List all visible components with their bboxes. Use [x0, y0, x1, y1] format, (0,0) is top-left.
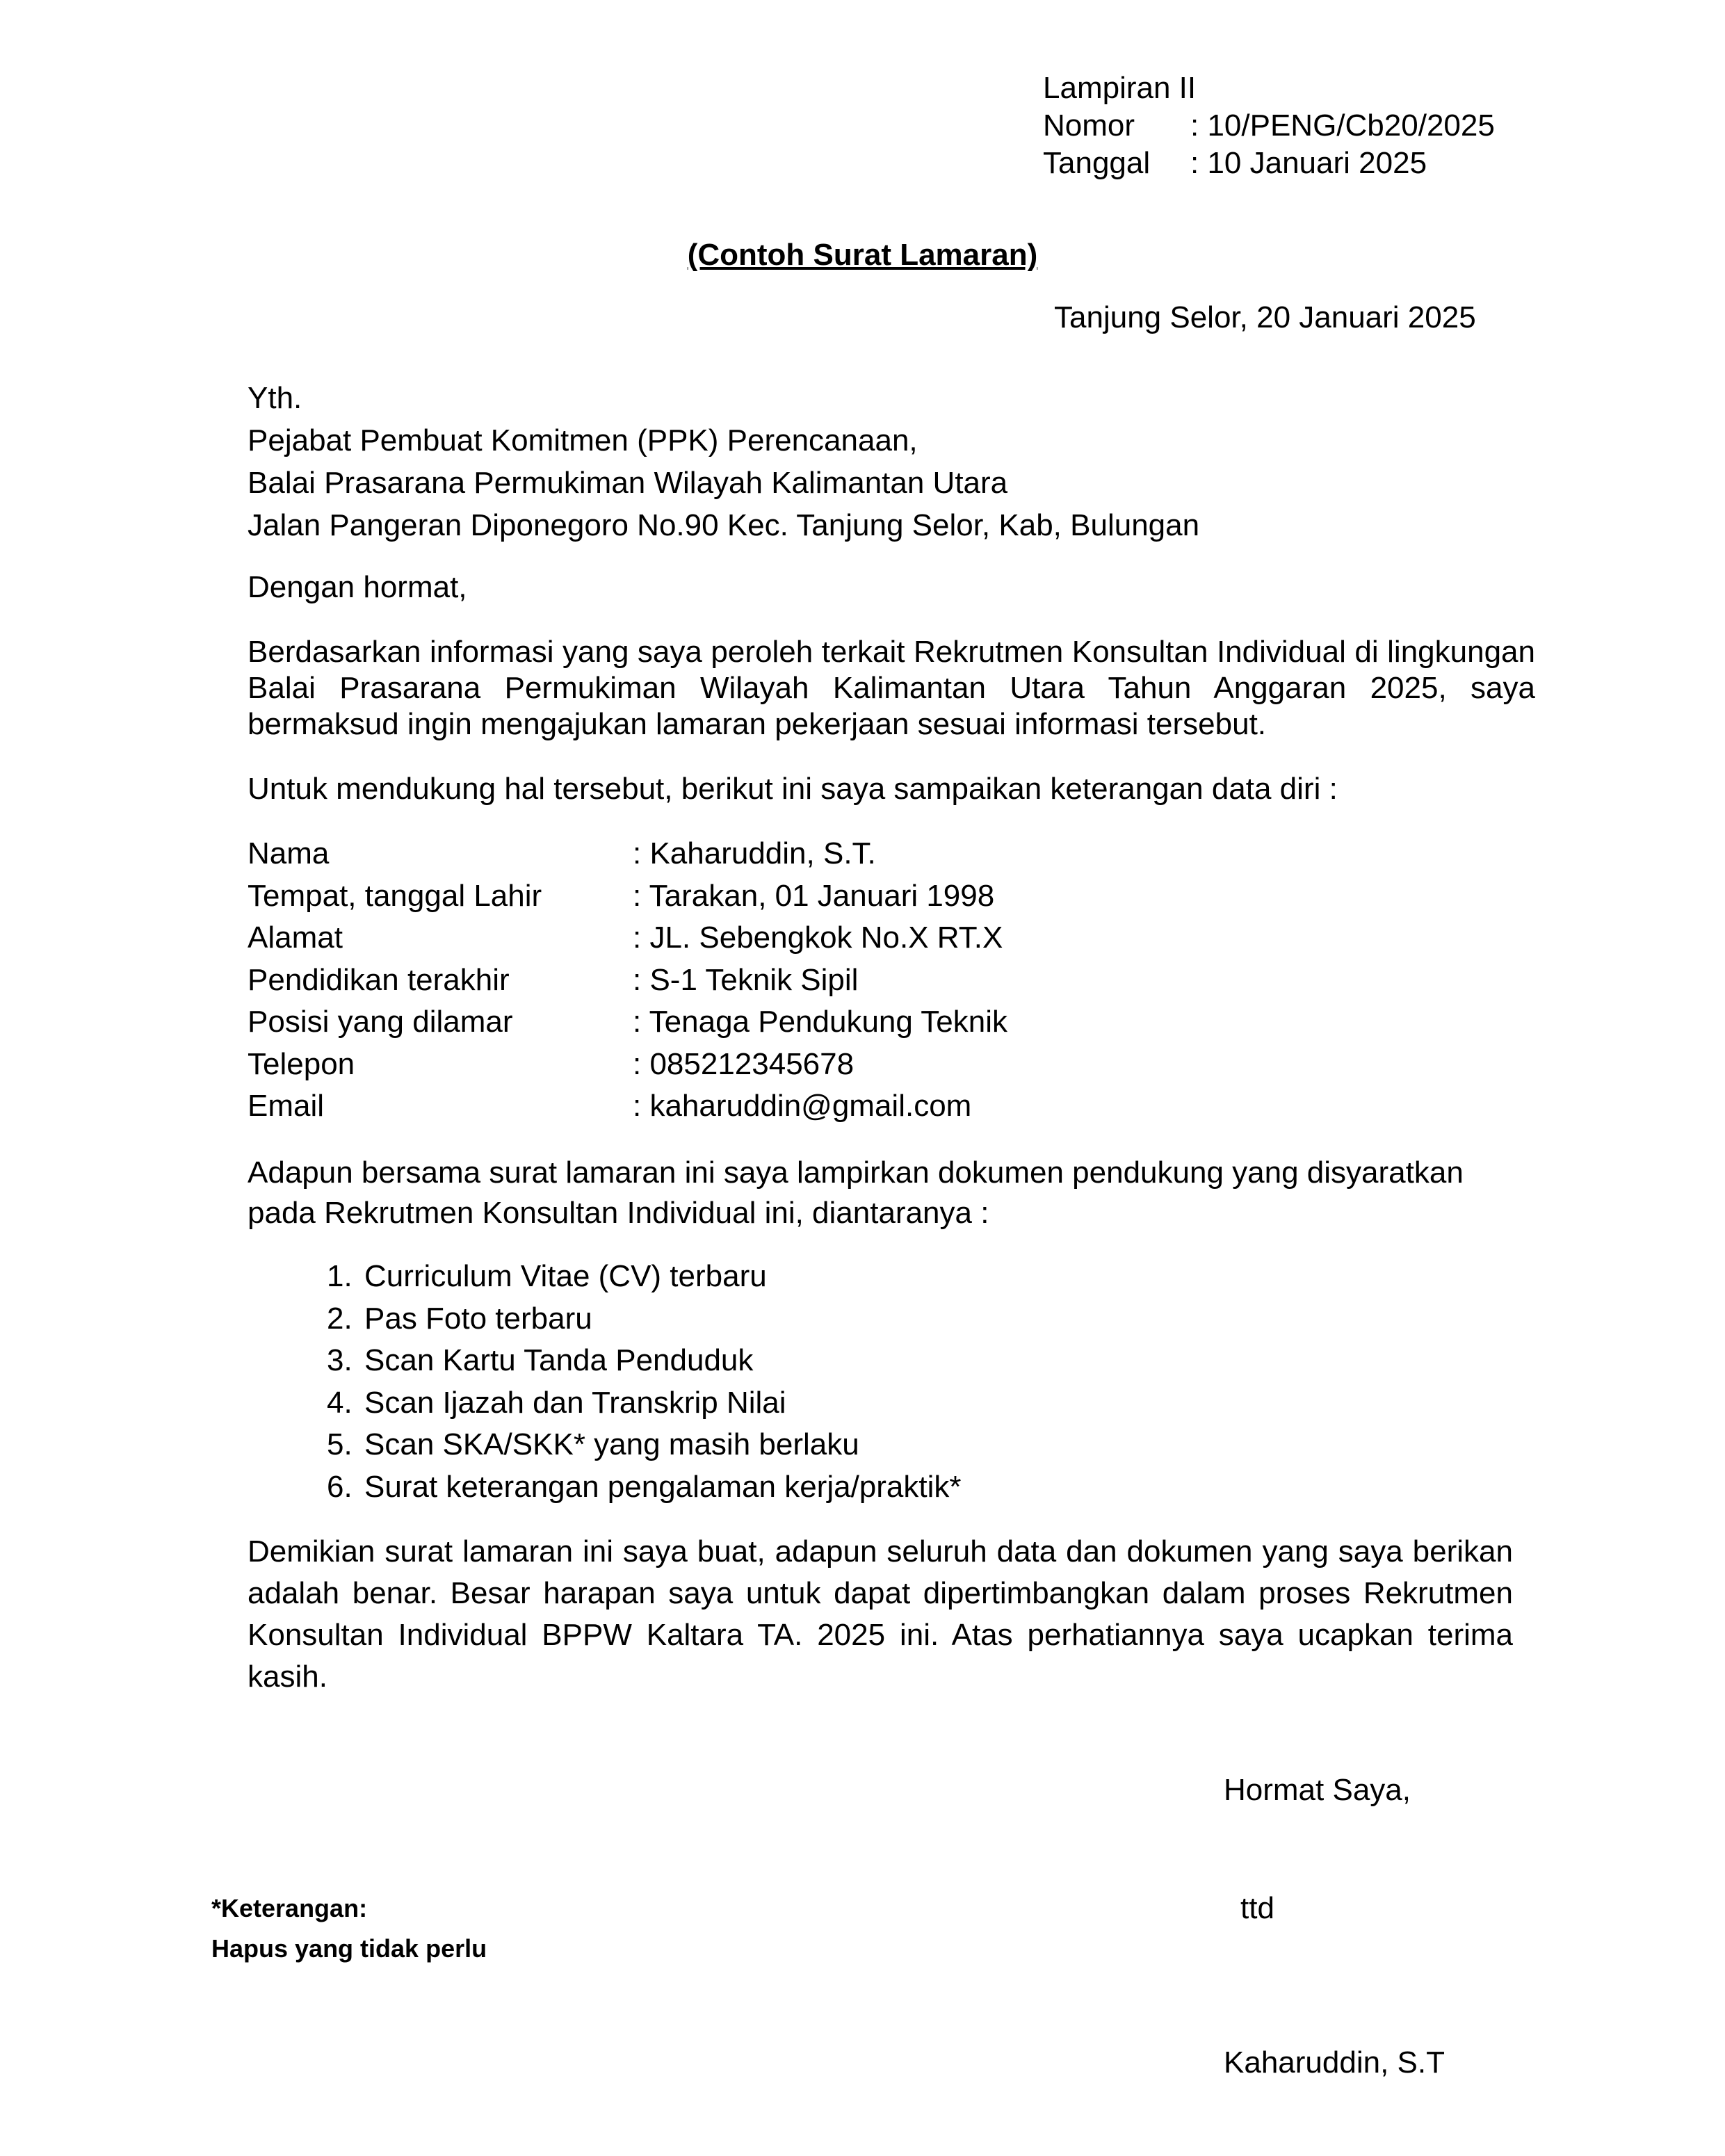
list-item	[327, 1340, 962, 1382]
nomor-value: : 10/PENG/Cb20/2025	[1190, 108, 1495, 143]
tanggal-row	[1043, 145, 1495, 182]
tanggal-value: : 10 Januari 2025	[1190, 146, 1427, 180]
data-value: : Tarakan, 01 Januari 1998	[633, 878, 995, 913]
list-item	[327, 1256, 962, 1298]
data-value: : 085212345678	[633, 1046, 855, 1081]
recipient-line-3: Jalan Pangeran Diponegoro No.90 Kec. Tanjung Selor, Kab, Bulungan	[248, 508, 1200, 542]
nomor-label: Nomor	[1043, 108, 1135, 143]
footnote	[211, 1888, 487, 1969]
list-item-number: 3.	[327, 1343, 353, 1377]
attachments-intro-paragraph: Adapun bersama surat lamaran ini saya lampirkan dokumen pendukung yang disyaratkan pada Rekrutmen Konsultan Individual ini, diantaranya :	[248, 1156, 1464, 1230]
data-row-name	[248, 833, 1007, 875]
signer-name: Kaharuddin, S.T	[1224, 2045, 1445, 2080]
data-value: : S-1 Teknik Sipil	[633, 962, 859, 997]
list-item-text: Pas Foto terbaru	[364, 1301, 592, 1336]
list-item-text: Scan Ijazah dan Transkrip Nilai	[364, 1385, 786, 1420]
list-item-text: Scan Kartu Tanda Penduduk	[364, 1343, 754, 1377]
data-value: : JL. Sebengkok No.X RT.X	[633, 921, 1003, 955]
list-item	[327, 1382, 962, 1425]
place-date: Tanjung Selor, 20 Januari 2025	[1054, 300, 1476, 334]
personal-data-table	[248, 833, 1007, 1128]
list-item-number: 2.	[327, 1301, 353, 1336]
data-label: Email	[248, 1089, 325, 1123]
closing-salutation: Hormat Saya,	[1224, 1773, 1411, 1807]
data-row-address	[248, 917, 1007, 959]
recipient-line-1: Pejabat Pembuat Komitmen (PPK) Perencanaan,	[248, 423, 918, 457]
list-item-text: Surat keterangan pengalaman kerja/praktik*	[364, 1469, 962, 1504]
data-label: Posisi yang dilamar	[248, 1005, 513, 1039]
attachment-reference-block	[1043, 70, 1495, 182]
footnote-title: *Keterangan:	[211, 1894, 368, 1922]
list-item-number: 1.	[327, 1259, 353, 1293]
data-label: Alamat	[248, 921, 343, 955]
greeting: Dengan hormat,	[248, 570, 467, 604]
list-item	[327, 1466, 962, 1509]
lampiran-title: Lampiran II	[1043, 71, 1197, 105]
data-row-email	[248, 1085, 1007, 1128]
recipient-address	[248, 377, 1199, 546]
document-title: (Contoh Surat Lamaran)	[687, 238, 1038, 272]
list-item	[327, 1298, 962, 1340]
data-label: Tempat, tanggal Lahir	[248, 878, 542, 913]
list-item	[327, 1424, 962, 1466]
opening-paragraph: Berdasarkan informasi yang saya peroleh terkait Rekrutmen Konsultan Individual di lingkungan Balai Prasarana Permukiman Wilayah Kalimantan Utara Tahun Anggaran 2025, saya bermaksud ingin mengajukan lamaran pekerjaan sesuai informasi tersebut.	[248, 635, 1535, 741]
lampiran-title-row	[1043, 70, 1495, 107]
nomor-row	[1043, 107, 1495, 145]
data-row-education	[248, 959, 1007, 1002]
recipient-salutation: Yth.	[248, 381, 302, 415]
list-item-number: 5.	[327, 1427, 353, 1461]
data-row-birth	[248, 875, 1007, 918]
personal-data-intro: Untuk mendukung hal tersebut, berikut ini saya sampaikan keterangan data diri :	[248, 772, 1338, 806]
signature-placeholder: ttd	[1240, 1891, 1274, 1925]
data-label: Telepon	[248, 1046, 355, 1081]
footnote-text: Hapus yang tidak perlu	[211, 1934, 487, 1963]
attachments-list	[327, 1256, 962, 1508]
data-row-position	[248, 1001, 1007, 1044]
list-item-number: 6.	[327, 1469, 353, 1504]
tanggal-label: Tanggal	[1043, 146, 1151, 180]
data-label: Pendidikan terakhir	[248, 962, 510, 997]
list-item-number: 4.	[327, 1385, 353, 1420]
closing-paragraph: Demikian surat lamaran ini saya buat, adapun seluruh data dan dokumen yang saya berikan adalah benar. Besar harapan saya untuk dapat dipertimbangkan dalam proses Rekrutmen Konsultan Individual BPPW Kaltara TA. 2025 ini. Atas perhatiannya saya ucapkan terima kasih.	[248, 1534, 1513, 1694]
data-value: : Tenaga Pendukung Teknik	[633, 1005, 1008, 1039]
list-item-text: Curriculum Vitae (CV) terbaru	[364, 1259, 767, 1293]
data-value: : kaharuddin@gmail.com	[633, 1089, 972, 1123]
recipient-line-2: Balai Prasarana Permukiman Wilayah Kalimantan Utara	[248, 466, 1008, 500]
list-item-text: Scan SKA/SKK* yang masih berlaku	[364, 1427, 859, 1461]
data-row-phone	[248, 1044, 1007, 1086]
data-label: Nama	[248, 836, 330, 870]
data-value: : Kaharuddin, S.T.	[633, 836, 876, 870]
